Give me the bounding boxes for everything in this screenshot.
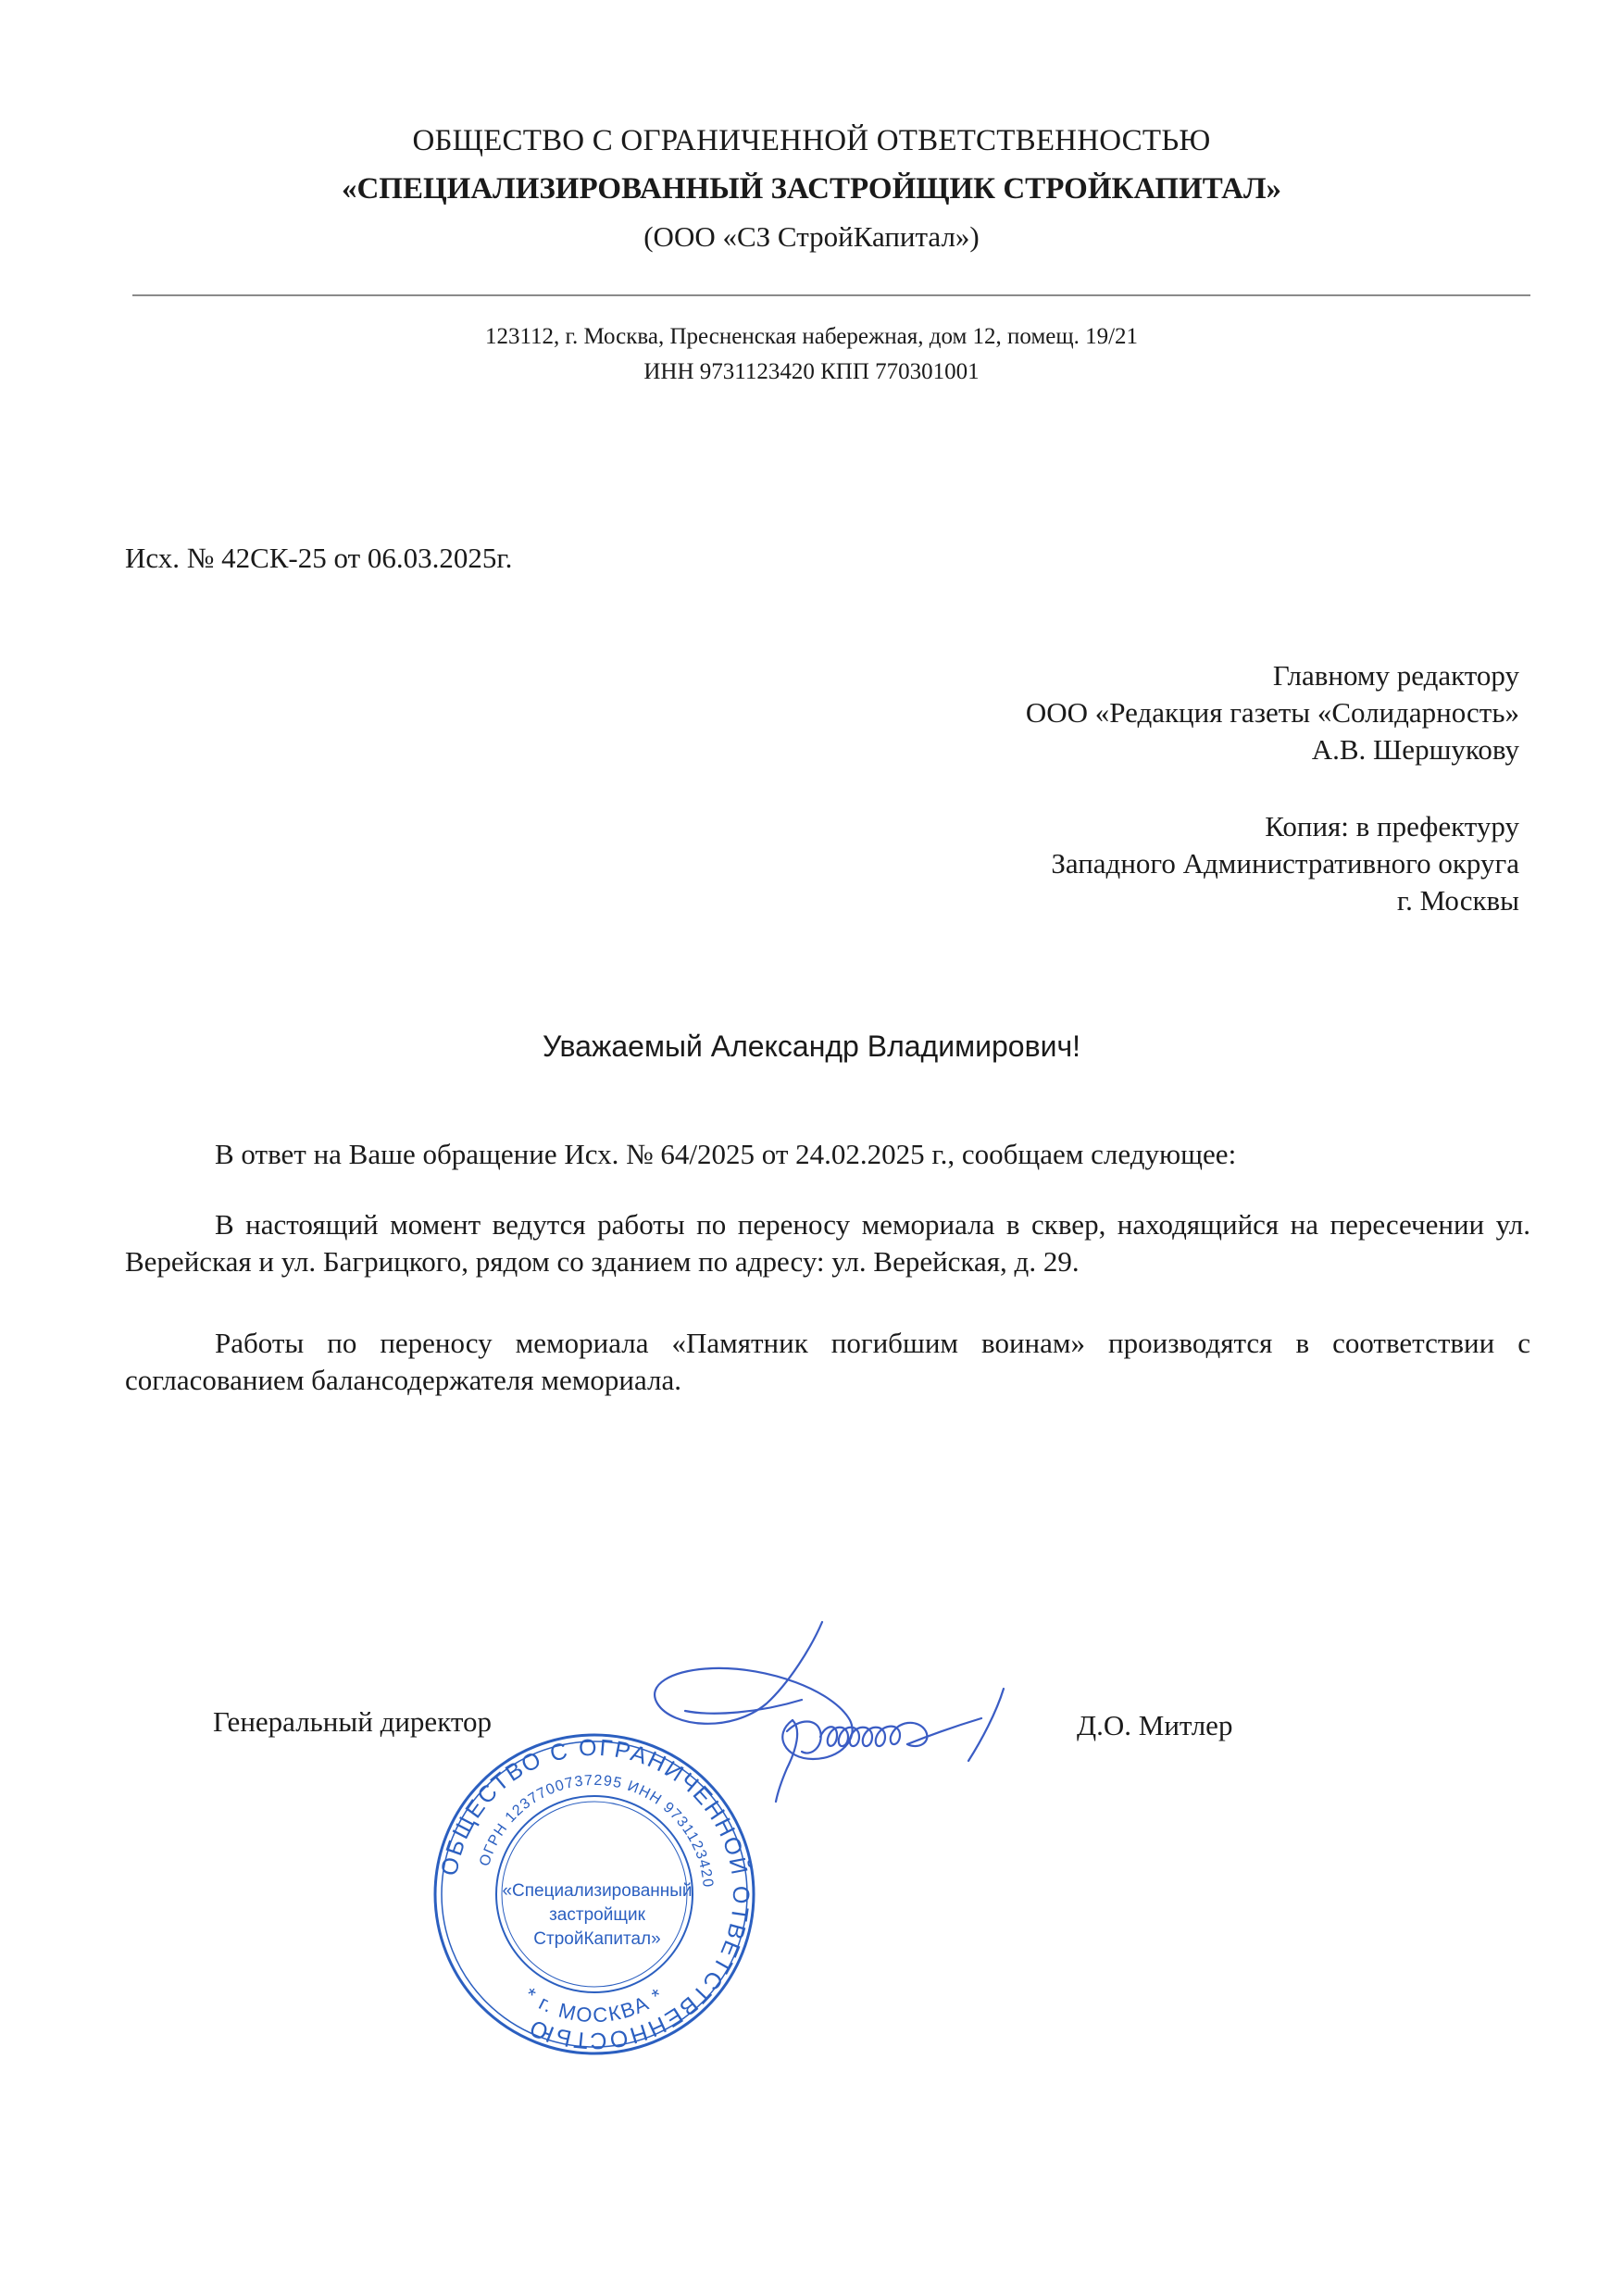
copy-to-line1: Копия: в префектуру [1265, 810, 1519, 842]
signatory-title: Генеральный директор [213, 1705, 492, 1738]
salutation: Уважаемый Александр Владимирович! [543, 1029, 1080, 1063]
body-paragraph-3: Работы по переносу мемориала «Памятник погибшим воинам» производятся в соответствии с согласованием балансодержателя мемориала. [125, 1327, 1530, 1396]
stamp-city-text: * г. МОСКВА * [519, 1982, 669, 2028]
org-short-name: (ООО «СЗ СтройКапитал») [643, 220, 980, 253]
recipient-block [1026, 657, 1519, 768]
stamp-center-line-2: застройщик [549, 1905, 645, 1925]
body-paragraph-1: В ответ на Ваше обращение Исх. № 64/2025 от 24.02.2025 г., сообщаем следующее: [215, 1138, 1237, 1170]
org-type-heading: ОБЩЕСТВО С ОГРАНИЧЕННОЙ ОТВЕТСТВЕННОСТЬЮ [412, 124, 1211, 157]
stamp-inner-ring-text: ОГРН 1237700737295 ИНН 9731123420 [477, 1772, 716, 1890]
copy-to-line3: г. Москвы [1396, 884, 1519, 917]
org-name-heading: «СПЕЦИАЛИЗИРОВАННЫЙ ЗАСТРОЙЩИК СТРОЙКАПИТАЛ» [341, 172, 1282, 206]
copy-to-block [1051, 808, 1519, 919]
stamp-outer-ring-text: ОБЩЕСТВО С ОГРАНИЧЕННОЙ ОТВЕТСТВЕННОСТЬЮ [436, 1734, 755, 2054]
recipient-position: Главному редактору [1272, 659, 1519, 692]
recipient-organization: ООО «Редакция газеты «Солидарность» [1025, 696, 1519, 729]
stamp-center-line-3: СтройКапитал» [533, 1929, 661, 1949]
org-requisites [0, 319, 1623, 390]
stamp-center-line-1: «Специализированный [502, 1881, 693, 1901]
stamp-center-text [500, 1879, 694, 1952]
outgoing-reference: Исх. № 42СК-25 от 06.03.2025г. [125, 542, 513, 574]
org-tax-ids: ИНН 9731123420 КПП 770301001 [643, 359, 980, 384]
recipient-name: А.В. Шершукову [1311, 733, 1519, 766]
signatory-name: Д.О. Митлер [1077, 1709, 1233, 1741]
letterhead-divider [132, 294, 1530, 296]
org-address: 123112, г. Москва, Пресненская набережная, дом 12, помещ. 19/21 [484, 324, 1139, 349]
body-paragraph-2: В настоящий момент ведутся работы по переносу мемориала в сквер, находящийся на пересечении ул. Верейская и ул. Багрицкого, рядом со зданием по адресу: ул. Верейская, д. 29. [125, 1208, 1530, 1278]
copy-to-line2: Западного Административного округа [1051, 847, 1519, 880]
